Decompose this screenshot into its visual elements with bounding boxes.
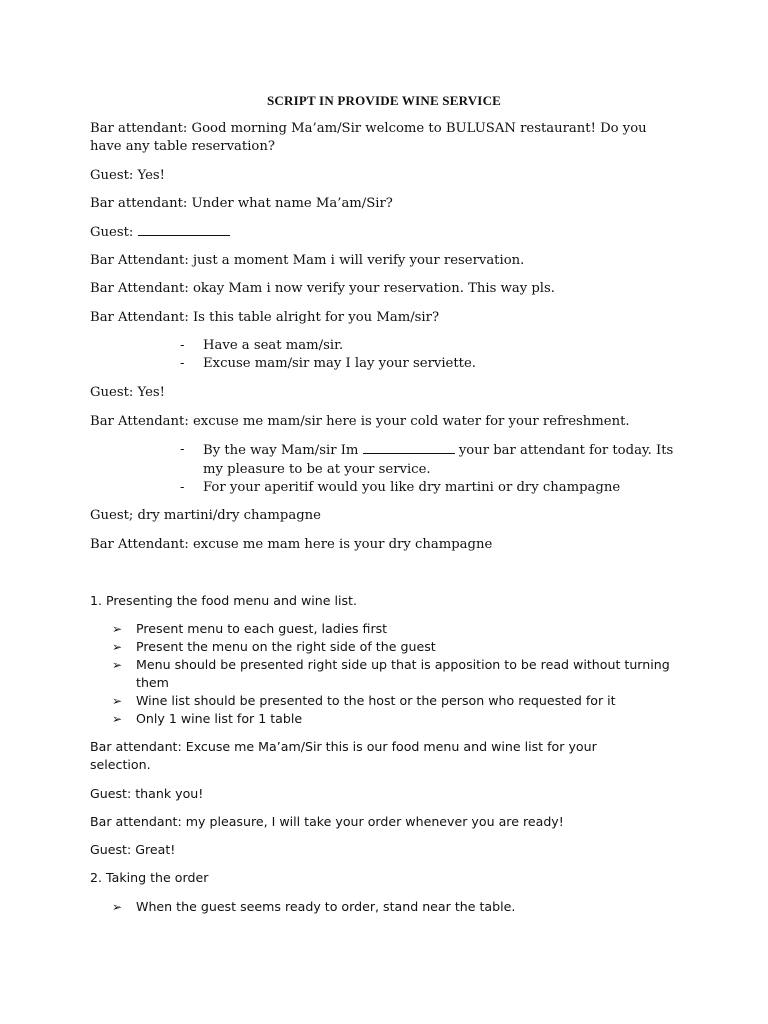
dash-bullet: -: [180, 442, 185, 457]
arrow-bullet-icon: ➢: [112, 658, 123, 672]
line-dry-champagne: Bar Attendant: excuse me mam here is your dry champagne: [90, 537, 493, 552]
line-verify: Bar Attendant: okay Mam i now verify your reservation. This way pls.: [90, 281, 555, 296]
arrow-bullet-icon: ➢: [112, 694, 123, 708]
dash-item-text: [203, 441, 693, 479]
arrow-bullet-icon: ➢: [112, 900, 123, 914]
guest-name-blank: [138, 223, 230, 236]
section-heading-1: 1. Presenting the food menu and wine list.: [90, 593, 357, 608]
arrow-item-text: Menu should be presented right side up that is apposition to be read without turning them: [136, 657, 670, 690]
line-menu-presentation: Bar attendant: Excuse me Ma’am/Sir this is our food menu and wine list for your: [90, 739, 597, 754]
arrow-list-item: [112, 898, 692, 916]
dash-item-text: Excuse mam/sir may I lay your serviette.: [203, 356, 476, 371]
introduction-after: your bar attendant for today. Its my pleasure to be at your service.: [203, 443, 674, 477]
dash-item: [180, 479, 700, 497]
arrow-item-text: When the guest seems ready to order, stand near the table.: [136, 899, 516, 914]
line-menu-presentation-cont: selection.: [90, 757, 151, 772]
line-guest-great: Guest: Great!: [90, 842, 176, 857]
arrow-item-text: Present menu to each guest, ladies first: [136, 621, 388, 636]
line-under-what-name: Bar attendant: Under what name Ma’am/Sir?: [90, 196, 393, 211]
line-greeting-cont: have any table reservation?: [90, 139, 275, 154]
line-cold-water: Bar Attendant: excuse me mam/sir here is your cold water for your refreshment.: [90, 414, 630, 429]
attendant-name-blank: [363, 441, 455, 454]
document-title: SCRIPT IN PROVIDE WINE SERVICE: [266, 93, 502, 108]
arrow-bullet-icon: ➢: [112, 712, 123, 726]
arrow-list-item: [112, 656, 692, 692]
introduction-before: By the way Mam/sir Im: [203, 443, 359, 458]
dash-bullet: -: [180, 338, 185, 353]
line-guest-aperitif: Guest; dry martini/dry champagne: [90, 508, 321, 523]
dash-item: [180, 355, 700, 373]
arrow-item-text: Present the menu on the right side of the guest: [136, 639, 436, 654]
line-just-a-moment: Bar Attendant: just a moment Mam i will verify your reservation.: [90, 253, 525, 268]
arrow-bullet-icon: ➢: [112, 640, 123, 654]
section-heading-2: 2. Taking the order: [90, 870, 209, 885]
dash-item-text: For your aperitif would you like dry martini or dry champagne: [203, 480, 621, 495]
arrow-item-text: Only 1 wine list for 1 table: [136, 711, 303, 726]
arrow-item-text: Wine list should be presented to the host or the person who requested for it: [136, 693, 616, 708]
dash-item: [180, 337, 700, 355]
line-guest-yes: Guest: Yes!: [90, 168, 165, 183]
arrow-list-item: [112, 710, 692, 728]
arrow-list-item: [112, 620, 692, 638]
line-guest-name: [90, 223, 690, 242]
arrow-list-item: [112, 638, 692, 656]
dash-bullet: -: [180, 480, 185, 495]
dash-item-text: Have a seat mam/sir.: [203, 338, 344, 353]
line-greeting: Bar attendant: Good morning Ma’am/Sir welcome to BULUSAN restaurant! Do you: [90, 121, 647, 136]
line-guest-yes-2: Guest: Yes!: [90, 385, 165, 400]
arrow-list-item: [112, 692, 692, 710]
line-table-alright: Bar Attendant: Is this table alright for you Mam/sir?: [90, 310, 440, 325]
line-guest-thank-you: Guest: thank you!: [90, 786, 204, 801]
guest-name-label: Guest:: [90, 225, 134, 240]
dash-bullet: -: [180, 356, 185, 371]
line-my-pleasure: Bar attendant: my pleasure, I will take your order whenever you are ready!: [90, 814, 564, 829]
dash-item: [180, 441, 700, 478]
arrow-bullet-icon: ➢: [112, 622, 123, 636]
